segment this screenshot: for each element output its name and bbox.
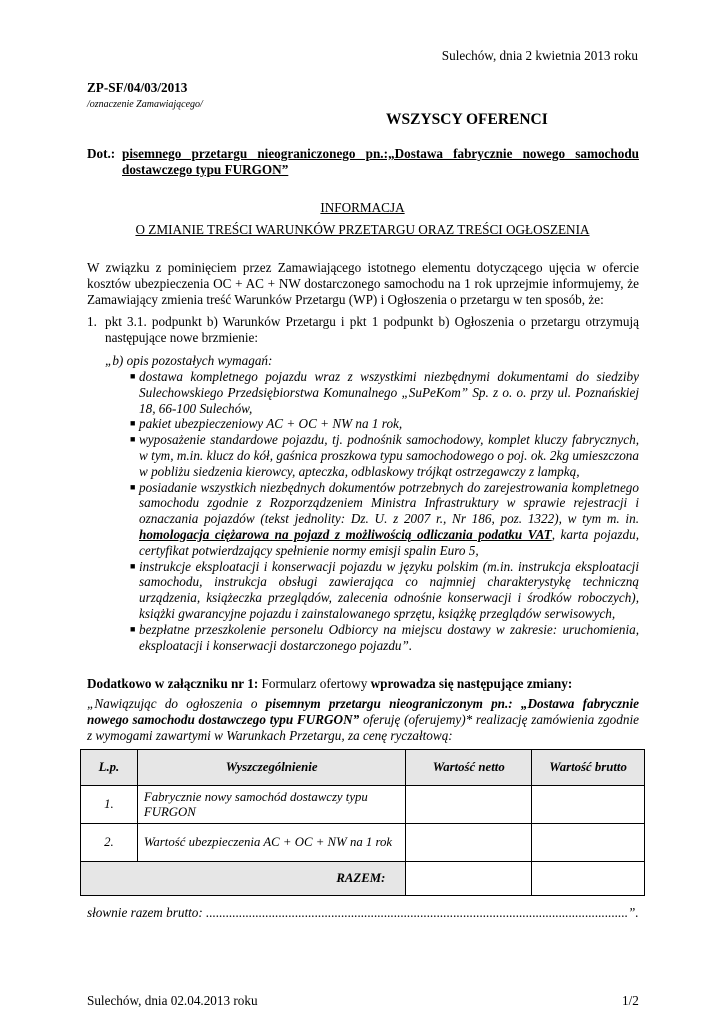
point-number: 1.: [87, 314, 97, 329]
list-item: [130, 432, 639, 479]
square-bullet-icon: ■: [130, 481, 136, 492]
sum-in-words: słownie razem brutto: ................................................................................................................................”.: [87, 905, 639, 920]
page-number: 1/2: [622, 993, 639, 1008]
quote-heading: „b) opis pozostałych wymagań:: [105, 353, 273, 368]
offer-quote: [87, 696, 639, 743]
column-header-description: Wyszczególnienie: [137, 750, 405, 786]
attachment-changes: wprowadza się następujące zmiany:: [370, 676, 573, 691]
column-header-net: Wartość netto: [406, 750, 532, 786]
square-bullet-icon: ■: [130, 418, 136, 429]
offer-quote-title: pisemnym przetargu nieograniczonym pn.: „Dostawa fabrycznie nowego samochodu dostawczego typu FURGON”: [87, 696, 640, 727]
intro-paragraph: W związku z pominięciem przez Zamawiającego istotnego elementu dotyczącego ujęcia w ofercie kosztów ubezpieczenia OC + AC + NW dostarczonego samochodu na 1 rok uprzejmie informujemy, że Zamawiający zmienia treść Warunków Przetargu (WP) i Ogłoszenia o przetargu w ten sposób, że:: [87, 260, 639, 307]
offer-table: [80, 749, 645, 896]
offer-quote-start: „Nawiązując do ogłoszenia o: [87, 696, 266, 711]
list-item-text: , karta pojazdu, certyfikat potwierdzający spełnienie normy emisji spalin Euro 5,: [139, 526, 639, 558]
attachment-heading: [87, 676, 572, 692]
reference-caption: /oznaczenie Zamawiającego/: [87, 99, 203, 110]
info-title: INFORMACJA: [320, 200, 405, 215]
square-bullet-icon: ■: [130, 623, 136, 634]
column-header-lp: L.p.: [81, 750, 138, 786]
list-item: [130, 622, 639, 654]
list-item-text: dostawa kompletnego pojazdu wraz z wszystkimi niezbędnymi dokumentami do siedziby Sulechowskiego Przedsiębiorstwa Komunalnego „SuPeKom” Sp. z o. o. przy ul. Poznańskiej 18, 66-100 Sulechów,: [139, 369, 639, 416]
row-description: Fabrycznie nowy samochód dostawczy typu FURGON: [137, 786, 405, 824]
column-header-gross: Wartość brutto: [532, 750, 645, 786]
list-item-text: posiadanie wszystkich niezbędnych dokumentów potrzebnych do zarejestrowania kompletnego samochodu zgodnie z Rozporządzeniem Ministra Infrastruktury w sprawie rejestracji i oznaczania pojazdów (tekst jednolity: Dz. U. z 2007 r., Nr 186, poz. 1322), w tym m. in.: [139, 479, 639, 527]
table-header-row: [81, 750, 645, 786]
requirements-list: [130, 369, 639, 653]
row-number: 1.: [81, 786, 138, 824]
list-item: [130, 369, 639, 416]
homologation-highlight: homologacja ciężarowa na pojazd z możliwością odliczania podatku VAT: [139, 526, 552, 542]
attachment-label: Dodatkowo w załączniku nr 1:: [87, 676, 259, 691]
square-bullet-icon: ■: [130, 560, 136, 571]
subject-text: pisemnego przetargu nieograniczonego pn.:„Dostawa fabrycznie nowego samochodu dostawczego typu FURGON”: [122, 146, 639, 177]
info-subtitle: O ZMIANIE TREŚCI WARUNKÓW PRZETARGU ORAZ TREŚCI OGŁOSZENIA: [135, 222, 590, 237]
list-item: [130, 480, 639, 559]
list-item-text: instrukcje eksploatacji i konserwacji pojazdu w języku polskim (m.in. instrukcja eksploatacji samochodu, instrukcja obsługi zawierająca co najmniej charakterystykę techniczną urządzenia, książeczka przeglądów, zalecenia odnośnie konserwacji i środków roboczych), książki gwarancyjne pojazdu i zainstalowanego sprzętu, książkę przeglądów serwisowych,: [139, 558, 639, 621]
list-item: [130, 559, 639, 622]
point-text: pkt 3.1. podpunkt b) Warunków Przetargu i pkt 1 podpunkt b) Ogłoszenia o przetargu otrzymują następujące nowe brzmienie:: [105, 314, 639, 345]
footer-place-date: Sulechów, dnia 02.04.2013 roku: [87, 993, 258, 1008]
total-gross-cell[interactable]: [532, 862, 645, 896]
square-bullet-icon: ■: [130, 371, 136, 381]
attachment-form-name: Formularz ofertowy: [258, 676, 371, 691]
list-item: [130, 416, 639, 432]
subject-label: Dot.:: [87, 146, 116, 161]
table-row: [81, 786, 645, 824]
gross-value-cell[interactable]: [532, 824, 645, 862]
table-row: [81, 824, 645, 862]
list-item-text: wyposażenie standardowe pojazdu, tj. podnośnik samochodowy, komplet kluczy fabrycznych, w tym, m.in. klucz do kół, gaśnica proszkowa typu samochodowego o poj. ok. 2kg umieszczona w pobliżu siedzenia kierowcy, apteczka, odblaskowy trójkąt ostrzegawczy z lampką,: [139, 432, 639, 479]
table-total-row: [81, 862, 645, 896]
row-description: Wartość ubezpieczenia AC + OC + NW na 1 rok: [137, 824, 405, 862]
list-item-text: pakiet ubezpieczeniowy AC + OC + NW na 1 rok,: [139, 416, 403, 432]
square-bullet-icon: ■: [130, 434, 136, 445]
recipients-heading: WSZYSCY OFERENCI: [386, 111, 548, 128]
gross-value-cell[interactable]: [532, 786, 645, 824]
reference-number: ZP-SF/04/03/2013: [87, 80, 188, 95]
list-item-text: bezpłatne przeszkolenie personelu Odbiorcy na miejscu dostawy w zakresie: uruchomienia, eksploatacji i konserwacji dostarczonego pojazdu”.: [139, 621, 639, 653]
total-label: RAZEM:: [81, 862, 406, 896]
row-number: 2.: [81, 824, 138, 862]
net-value-cell[interactable]: [406, 786, 532, 824]
net-value-cell[interactable]: [406, 824, 532, 862]
place-date: Sulechów, dnia 2 kwietnia 2013 roku: [441, 48, 638, 63]
offer-quote-end: oferuję (oferujemy)* realizację zamówienia zgodnie z wymogami zawartymi w Warunkach Przetargu, za cenę ryczałtową:: [87, 711, 639, 743]
total-net-cell[interactable]: [406, 862, 532, 896]
